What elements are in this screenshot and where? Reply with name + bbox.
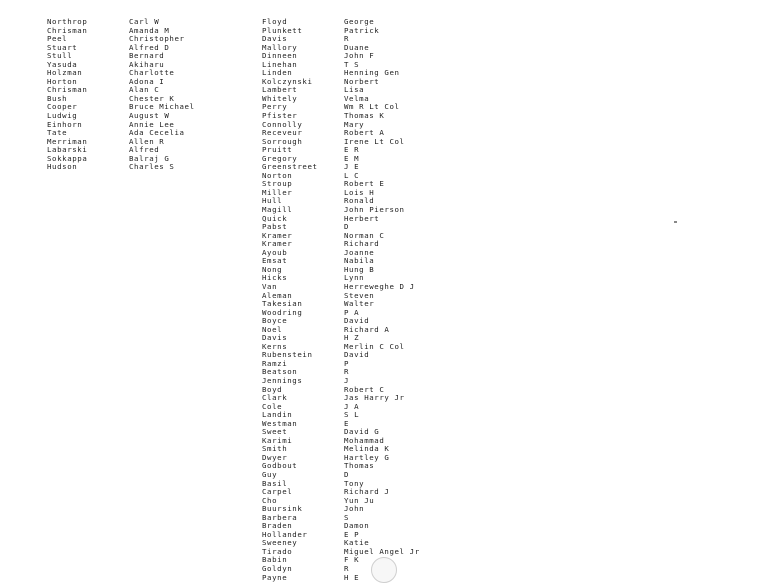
- last-name-cell: Cole: [262, 401, 283, 411]
- first-name-cell: Walter: [344, 299, 375, 309]
- last-name-cell: Carpel: [262, 487, 293, 497]
- first-name-cell: Annie Lee: [129, 119, 175, 129]
- first-name-cell: J E: [344, 162, 360, 172]
- first-name-cell: Velma: [344, 93, 370, 103]
- first-name-cell: Damon: [344, 521, 370, 531]
- first-name-cell: Mohammad: [344, 435, 385, 445]
- right-last-name-column: [262, 18, 318, 582]
- last-name-cell: Pabst: [262, 222, 288, 232]
- last-name-cell: Davis: [262, 333, 288, 343]
- first-name-cell: Melinda K: [344, 444, 390, 454]
- last-name-cell: Stuart: [47, 42, 78, 52]
- first-name-cell: David G: [344, 427, 380, 437]
- first-name-cell: John Pierson: [344, 205, 405, 215]
- first-name-cell: Herreweghe D J: [344, 281, 415, 291]
- last-name-cell: Basil: [262, 478, 288, 488]
- hole-punch-mark: [371, 557, 397, 583]
- first-name-cell: Charles S: [129, 162, 175, 172]
- first-name-cell: J A: [344, 401, 360, 411]
- first-name-cell: R: [344, 34, 350, 44]
- first-name-cell: Lois H: [344, 187, 375, 197]
- last-name-cell: Bush: [47, 93, 68, 103]
- last-name-cell: Hull: [262, 196, 283, 206]
- last-name-cell: Kramer: [262, 230, 293, 240]
- first-name-cell: Richard J: [344, 487, 390, 497]
- first-name-cell: L C: [344, 170, 360, 180]
- last-name-cell: Hicks: [262, 273, 288, 283]
- first-name-cell: Carl W: [129, 17, 160, 26]
- last-name-cell: Lambert: [262, 85, 298, 95]
- first-name-cell: Steven: [344, 290, 375, 300]
- last-name-cell: Linden: [262, 68, 293, 78]
- first-name-cell: Richard A: [344, 324, 390, 334]
- last-name-cell: Takesian: [262, 299, 303, 309]
- last-name-cell: Aleman: [262, 290, 293, 300]
- first-name-cell: P A: [344, 307, 360, 317]
- last-name-cell: Merriman: [47, 136, 88, 146]
- last-name-cell: Pfister: [262, 111, 298, 121]
- first-name-cell: E: [344, 418, 350, 428]
- last-name-cell: Smith: [262, 444, 288, 454]
- first-name-cell: Robert A: [344, 128, 385, 138]
- first-name-cell: Norman C: [344, 230, 385, 240]
- last-name-cell: Floyd: [262, 17, 288, 26]
- last-name-cell: Quick: [262, 213, 288, 223]
- first-name-cell: Charlotte: [129, 68, 175, 78]
- first-name-cell: Duane: [344, 42, 370, 52]
- first-name-cell: Norbert: [344, 76, 380, 86]
- last-name-cell: Babin: [262, 555, 288, 565]
- first-name-cell: Irene Lt Col: [344, 136, 405, 146]
- last-name-cell: Kerns: [262, 341, 288, 351]
- last-name-cell: Tirado: [262, 546, 293, 556]
- last-name-cell: Ayoub: [262, 247, 288, 257]
- last-name-cell: Braden: [262, 521, 293, 531]
- left-last-name-column: [47, 18, 87, 172]
- last-name-cell: Chrisman: [47, 85, 88, 95]
- first-name-cell: Ada Cecelia: [129, 128, 185, 138]
- first-name-cell: Katie: [344, 538, 370, 548]
- first-name-cell: Chester K: [129, 93, 175, 103]
- first-name-cell: R: [344, 564, 350, 573]
- last-name-cell: Magill: [262, 205, 293, 215]
- first-name-cell: Bruce Michael: [129, 102, 195, 112]
- first-name-cell: Herbert: [344, 213, 380, 223]
- first-name-cell: Balraj G: [129, 153, 170, 163]
- last-name-cell: Ramzi: [262, 358, 288, 368]
- first-name-cell: Lynn: [344, 273, 365, 283]
- first-name-cell: Hartley G: [344, 452, 390, 462]
- first-name-cell: David: [344, 350, 370, 360]
- first-name-cell: Joanne: [344, 247, 375, 257]
- first-name-cell: Wm R Lt Col: [344, 102, 400, 112]
- first-name-cell: Patrick: [344, 25, 380, 35]
- last-name-cell: Barbera: [262, 512, 298, 522]
- first-name-cell: Yun Ju: [344, 495, 375, 505]
- last-name-cell: Karimi: [262, 435, 293, 445]
- first-name-cell: Lisa: [344, 85, 365, 95]
- first-name-cell: T S: [344, 59, 360, 69]
- last-name-cell: Hollander: [262, 529, 308, 539]
- last-name-cell: Miller: [262, 187, 293, 197]
- first-name-cell: Hung B: [344, 264, 375, 274]
- last-name-cell: Ludwig: [47, 111, 78, 121]
- first-name-cell: Amanda M: [129, 25, 170, 35]
- first-name-cell: Alan C: [129, 85, 160, 95]
- last-name-cell: Receveur: [262, 128, 303, 138]
- last-name-cell: Guy: [262, 469, 278, 479]
- first-name-cell: F K: [344, 555, 360, 565]
- first-name-cell: David: [344, 316, 370, 326]
- last-name-cell: Tate: [47, 128, 68, 138]
- first-name-cell: John F: [344, 51, 375, 61]
- last-name-cell: Goldyn: [262, 564, 293, 573]
- last-name-cell: Chrisman: [47, 25, 88, 35]
- first-name-cell: George: [344, 17, 375, 26]
- first-name-cell: E P: [344, 529, 360, 539]
- first-name-cell: S L: [344, 410, 360, 420]
- last-name-cell: Plunkett: [262, 25, 303, 35]
- last-name-cell: Hudson: [47, 162, 78, 172]
- last-name-cell: Sorrough: [262, 136, 303, 146]
- last-name-cell: Norton: [262, 170, 293, 180]
- last-name-cell: Emsat: [262, 256, 288, 266]
- first-name-cell: Miguel Angel Jr: [344, 546, 420, 556]
- last-name-cell: Whitely: [262, 93, 298, 103]
- first-name-cell: Nabila: [344, 256, 375, 266]
- last-name-cell: Clark: [262, 393, 288, 403]
- last-name-cell: Boyce: [262, 316, 288, 326]
- last-name-cell: Jennings: [262, 375, 303, 385]
- last-name-cell: Davis: [262, 34, 288, 44]
- first-name-cell: Tony: [344, 478, 365, 488]
- first-name-cell: H E: [344, 572, 360, 582]
- first-name-cell: Robert C: [344, 384, 385, 394]
- first-name-cell: H Z: [344, 333, 360, 343]
- last-name-cell: Woodring: [262, 307, 303, 317]
- first-name-cell: Christopher: [129, 34, 185, 44]
- first-name-cell: R: [344, 367, 350, 377]
- right-first-name-column: [344, 18, 420, 582]
- last-name-cell: Pruitt: [262, 145, 293, 155]
- first-name-cell: Merlin C Col: [344, 341, 405, 351]
- last-name-cell: Kolczynski: [262, 76, 313, 86]
- last-name-cell: Stull: [47, 51, 73, 61]
- first-name-cell: Allen R: [129, 136, 165, 146]
- last-name-cell: Sweet: [262, 427, 288, 437]
- first-name-cell: Mary: [344, 119, 365, 129]
- first-name-cell: Adona I: [129, 76, 165, 86]
- first-name-cell: Jas Harry Jr: [344, 393, 405, 403]
- last-name-cell: Westman: [262, 418, 298, 428]
- first-name-cell: Robert E: [344, 179, 385, 189]
- first-name-cell: Richard: [344, 239, 380, 249]
- last-name-cell: Boyd: [262, 384, 283, 394]
- first-name-cell: Thomas K: [344, 111, 385, 121]
- last-name-cell: Einhorn: [47, 119, 83, 129]
- last-name-cell: Connolly: [262, 119, 303, 129]
- first-name-cell: D: [344, 469, 350, 479]
- last-name-cell: Noel: [262, 324, 283, 334]
- first-name-cell: P: [344, 358, 350, 368]
- first-name-cell: Henning Gen: [344, 68, 400, 78]
- first-name-cell: Ronald: [344, 196, 375, 206]
- first-name-cell: S: [344, 512, 350, 522]
- scan-speck: [674, 221, 677, 223]
- left-first-name-column: [129, 18, 195, 172]
- last-name-cell: Beatson: [262, 367, 298, 377]
- first-name-cell: E R: [344, 145, 360, 155]
- last-name-cell: Labarski: [47, 145, 88, 155]
- first-name-cell: Thomas: [344, 461, 375, 471]
- last-name-cell: Buursink: [262, 504, 303, 514]
- last-name-cell: Van: [262, 281, 278, 291]
- last-name-cell: Dwyer: [262, 452, 288, 462]
- last-name-cell: Rubenstein: [262, 350, 313, 360]
- last-name-cell: Peel: [47, 34, 68, 44]
- last-name-cell: Dinneen: [262, 51, 298, 61]
- first-name-cell: Alfred D: [129, 42, 170, 52]
- last-name-cell: Sweeney: [262, 538, 298, 548]
- first-name-cell: Bernard: [129, 51, 165, 61]
- first-name-cell: D: [344, 222, 350, 232]
- first-name-cell: August W: [129, 111, 170, 121]
- last-name-cell: Landin: [262, 410, 293, 420]
- last-name-cell: Mallory: [262, 42, 298, 52]
- last-name-cell: Perry: [262, 102, 288, 112]
- last-name-cell: Greenstreet: [262, 162, 318, 172]
- last-name-cell: Nong: [262, 264, 283, 274]
- first-name-cell: E M: [344, 153, 360, 163]
- first-name-cell: Alfred: [129, 145, 160, 155]
- last-name-cell: Linehan: [262, 59, 298, 69]
- last-name-cell: Cho: [262, 495, 278, 505]
- last-name-cell: Yasuda: [47, 59, 78, 69]
- first-name-cell: Akiharu: [129, 59, 165, 69]
- last-name-cell: Northrop: [47, 17, 88, 26]
- last-name-cell: Holzman: [47, 68, 83, 78]
- last-name-cell: Horton: [47, 76, 78, 86]
- last-name-cell: Payne: [262, 572, 288, 582]
- first-name-cell: John: [344, 504, 365, 514]
- last-name-cell: Kramer: [262, 239, 293, 249]
- last-name-cell: Cooper: [47, 102, 78, 112]
- last-name-cell: Godbout: [262, 461, 298, 471]
- first-name-cell: J: [344, 375, 350, 385]
- last-name-cell: Stroup: [262, 179, 293, 189]
- last-name-cell: Sokkappa: [47, 153, 88, 163]
- last-name-cell: Gregory: [262, 153, 298, 163]
